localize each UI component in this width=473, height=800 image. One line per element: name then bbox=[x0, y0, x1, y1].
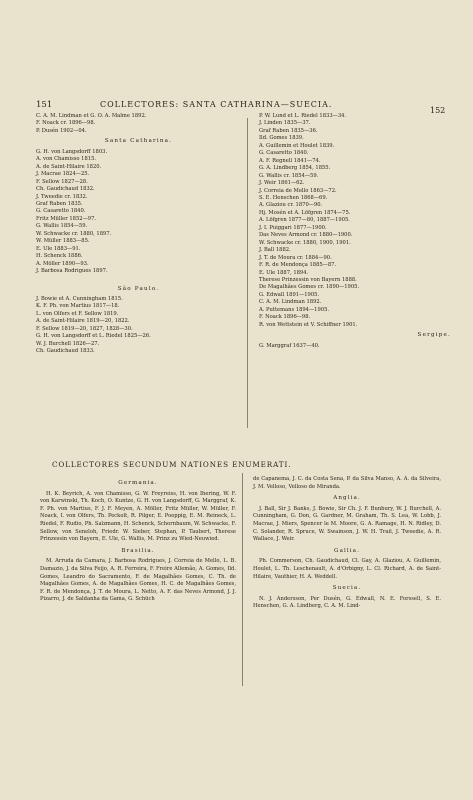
collector-entry: A. Löfgren 1877—80, 1887—1905. bbox=[259, 217, 350, 224]
collector-entry: A. Puttemans 1894—1905. bbox=[259, 306, 330, 313]
collector-entry: L. von Olfers et F. Sellow 1819. bbox=[36, 310, 119, 317]
nations-left-column bbox=[40, 476, 236, 604]
nation-heading: Brasilia. bbox=[121, 547, 155, 554]
collector-entry: Ch. Gaudichaud 1832. bbox=[36, 186, 95, 193]
collector-entry: F. R. de Mendonça 1885—87. bbox=[259, 262, 337, 269]
collector-entry: W. Schwacke cr. 1880, 1897. bbox=[36, 230, 112, 237]
nations-right-column bbox=[253, 476, 441, 611]
column-divider bbox=[247, 118, 248, 428]
collector-entry: A. de Saint-Hilaire 1820. bbox=[36, 163, 102, 170]
region-heading: Sergipe. bbox=[417, 332, 451, 339]
collector-entry: F. Noack 1896—98. bbox=[259, 314, 311, 321]
collector-entry: J. I. Puiggari 1877—1900. bbox=[259, 224, 327, 231]
collector-entry: W. Müller 1883—85. bbox=[36, 238, 90, 245]
collector-entry: G. Wallis cr. 1854—59. bbox=[259, 172, 319, 179]
nation-collectors: de Capanema, J. C. da Costa Sena, P. da Silva Manso, A. A. da Silveira, J. M. Velloso, Velloso de Miranda. bbox=[253, 476, 441, 490]
collector-entry: Graf Raben 1835. bbox=[36, 200, 83, 207]
collector-entry: A. Guillemin et Houlet 1839. bbox=[259, 142, 335, 149]
collector-entry: G. H. von Langsdorff 1803. bbox=[36, 148, 108, 155]
collector-entry: Fritz Müller 1852—97. bbox=[36, 215, 97, 222]
section-title: COLLECTORES SECUNDUM NATIONES ENUMERATI. bbox=[52, 460, 292, 469]
collector-entry: Ild. Gomes 1839. bbox=[259, 135, 304, 142]
collector-entry: A. de Saint-Hilaire 1819—20, 1822. bbox=[36, 318, 130, 325]
region-heading: Santa Catharina. bbox=[104, 138, 173, 145]
collector-entry: De Magalhães Gomes cr. 1890—1905. bbox=[259, 284, 360, 291]
collector-entry: E. Ule 1883—91. bbox=[36, 245, 81, 252]
collector-entry: J. Ball 1882. bbox=[259, 247, 291, 254]
right-collector-list bbox=[259, 113, 459, 350]
collector-entry: W. J. Burchell 1826—27. bbox=[36, 340, 100, 347]
nation-heading: Germania. bbox=[118, 480, 158, 486]
right-page-number: 152 bbox=[430, 106, 446, 115]
collector-entry: C. A. M. Lindman et G. O. A. Malme 1892. bbox=[36, 113, 147, 119]
collector-entry: E. Ule 1887, 1894. bbox=[259, 269, 309, 276]
collector-entry: A. F. Regnell 1841—74. bbox=[259, 157, 321, 164]
nation-collectors: J. Ball, Sir J. Banks, J. Bowie, Sir Ch. J. F. Bunbury, W. J. Burchell, A. Cunningham, G. Don, G. Gardner, M. Graham, Th. S. Lea, W. Lobb, J. Macrae, J. Miers, Spencer le M. Moore, G. A. Ramage, H. N. Ridley, D. C. Solander, R. Spruce, W. Swainson, J. W. H. Trail, J. Tweedie, A. R. Wallace, J. Weir. bbox=[253, 505, 441, 543]
collector-entry: S. E. Henschen 1868—69. bbox=[259, 194, 328, 201]
collector-entry: K. F. Ph. von Martius 1817—18. bbox=[36, 303, 120, 310]
collector-entry: G. Casaretto 1840. bbox=[259, 150, 309, 157]
running-header: COLLECTORES: SANTA CATHARINA—SUECIA. bbox=[100, 100, 333, 109]
collector-entry: Therese Prinzessin von Bayern 1888. bbox=[259, 276, 357, 283]
collector-entry: Graf Raben 1835—36. bbox=[259, 127, 318, 134]
collector-entry: A. Möller 1890—93. bbox=[36, 260, 89, 267]
collector-entry: F. Sellow 1827—28. bbox=[36, 178, 88, 185]
collector-entry: Ch. Gaudichaud 1833. bbox=[36, 348, 95, 355]
collector-entry: A. von Chamisso 1815. bbox=[36, 156, 97, 163]
nation-heading: Gallia. bbox=[334, 547, 360, 554]
collector-entry: J. Barbosa Rodrigues 1897. bbox=[36, 268, 108, 275]
nation-collectors: M. Arruda da Camara, J. Barbosa Rodrigues, J. Correia de Mello, L. B. Damazio, J. da Silva Feijo, A. R. Ferreira, F. Freire Allemão, A. Gomes, Ild. Gomes, Leandro do Sacramento, F. de Magalhães Gomes, C. Th. de Magalhães Gomes, A. de Magalhães Gomes, H. C. de Magalhães Gomes, F. R. de Mendonça, J. T. de Moura, L. Netto, A. F. das Neves Armond, J. J. Pizarro, J. de Saldanha da Gama, G. Schüch bbox=[40, 558, 236, 603]
bottom-column-divider bbox=[242, 473, 243, 686]
collector-entry: J. T. de Moura cr. 1884—90. bbox=[259, 254, 332, 261]
collector-entry: R. von Wettstein et V. Schiffner 1901. bbox=[259, 321, 358, 328]
collector-entry: J. Correia de Mello 1863—72. bbox=[259, 187, 337, 194]
collector-entry: J. Linden 1835—37. bbox=[259, 120, 311, 127]
collector-entry: J. Macrae 1824—25. bbox=[36, 171, 90, 178]
collector-entry: G. Edwall 1891—1905. bbox=[259, 291, 320, 298]
nation-heading: Suecia. bbox=[332, 585, 362, 592]
collector-entry: F. Noack cr. 1896—98. bbox=[36, 120, 96, 127]
collector-entry: J. Bowie et A. Cunningham 1815. bbox=[36, 295, 123, 302]
region-heading: São Paulo. bbox=[117, 285, 160, 292]
collector-entry: G. Casaretto 1840. bbox=[36, 208, 86, 215]
collector-entry: G. Marggraf 1637—40. bbox=[259, 342, 320, 349]
collector-entry: H. Schenck 1886. bbox=[36, 253, 83, 260]
collector-entry: W. Schwacke cr. 1880, 1900, 1901. bbox=[259, 239, 351, 246]
collector-entry: Das Neves Armond cr. 1880—1900. bbox=[259, 232, 353, 239]
collector-entry: A. Glaziou cr. 1870—90. bbox=[259, 202, 323, 209]
nation-collectors: Ph. Commerson, Ch. Gaudichaud, Cl. Gay, A. Glaziou, A. Guillemin, Houlet, L. Th. Leschenault, A. d'Orbigny, L. Cl. Richard, A. de Saint-Hilaire, Vauthier, H. A. Weddell. bbox=[253, 558, 441, 580]
collector-entry: P. Dusén 1902—04. bbox=[36, 127, 87, 134]
nation-collectors: H. K. Beyrich, A. von Chamisso, G. W. Freyreiss, H. von Ihering, W. F. von Karwinski, Th. Koch, O. Kuntze, G. H. von Langsdorff, G. Marggraf, K. F. Ph. von Martius, F. J. F. Meyen, A. Möller, Fritz Müller, W. Müller, F. Noack, I. von Olfers, Th. Peckolt, R. Pilger, E. Poeppig, E. M. Reineck, L. Riedel, F. Rudio, Ph. Salzmann, H. Schenck, Schornbaum, W. Schwacke, F. Sellow, von Seneloh, Friedr. W. Sieber, Stephan, P. Taubert, Therese Prinzessin von Bayern, E. Ule, G. Wallis, M. Prinz zu Wied-Neuwied. bbox=[40, 490, 236, 543]
spacer bbox=[36, 276, 241, 283]
left-page-number: 151 bbox=[36, 100, 53, 110]
collector-entry: J. Weir 1861—62. bbox=[259, 180, 305, 187]
collector-entry: G. H. von Langsdorff et L. Riedel 1825—26. bbox=[36, 333, 151, 340]
collector-entry: F. Sellow 1819—20, 1827, 1828—30. bbox=[36, 325, 133, 332]
collector-entry: G. Wallis 1854—59. bbox=[36, 223, 88, 230]
nation-heading: Anglia. bbox=[333, 495, 361, 502]
collector-entry: Hj. Mosén et A. Löfgren 1874—75. bbox=[259, 209, 351, 216]
collector-entry: G. A. Lindberg 1854, 1855. bbox=[259, 165, 331, 172]
collector-entry: J. Tweedie cr. 1832. bbox=[36, 193, 88, 200]
collector-entry: C. A. M. Lindman 1892. bbox=[259, 299, 322, 306]
collector-entry: P. W. Lund et L. Riedel 1833—34. bbox=[259, 113, 347, 119]
left-collector-list bbox=[36, 113, 241, 356]
nation-collectors: N. J. Andersson, Per Dusén, G. Edwall, N. E. Forssell, S. E. Henschen, G. A. Lindberg, C. A. M. Lind- bbox=[253, 595, 441, 610]
